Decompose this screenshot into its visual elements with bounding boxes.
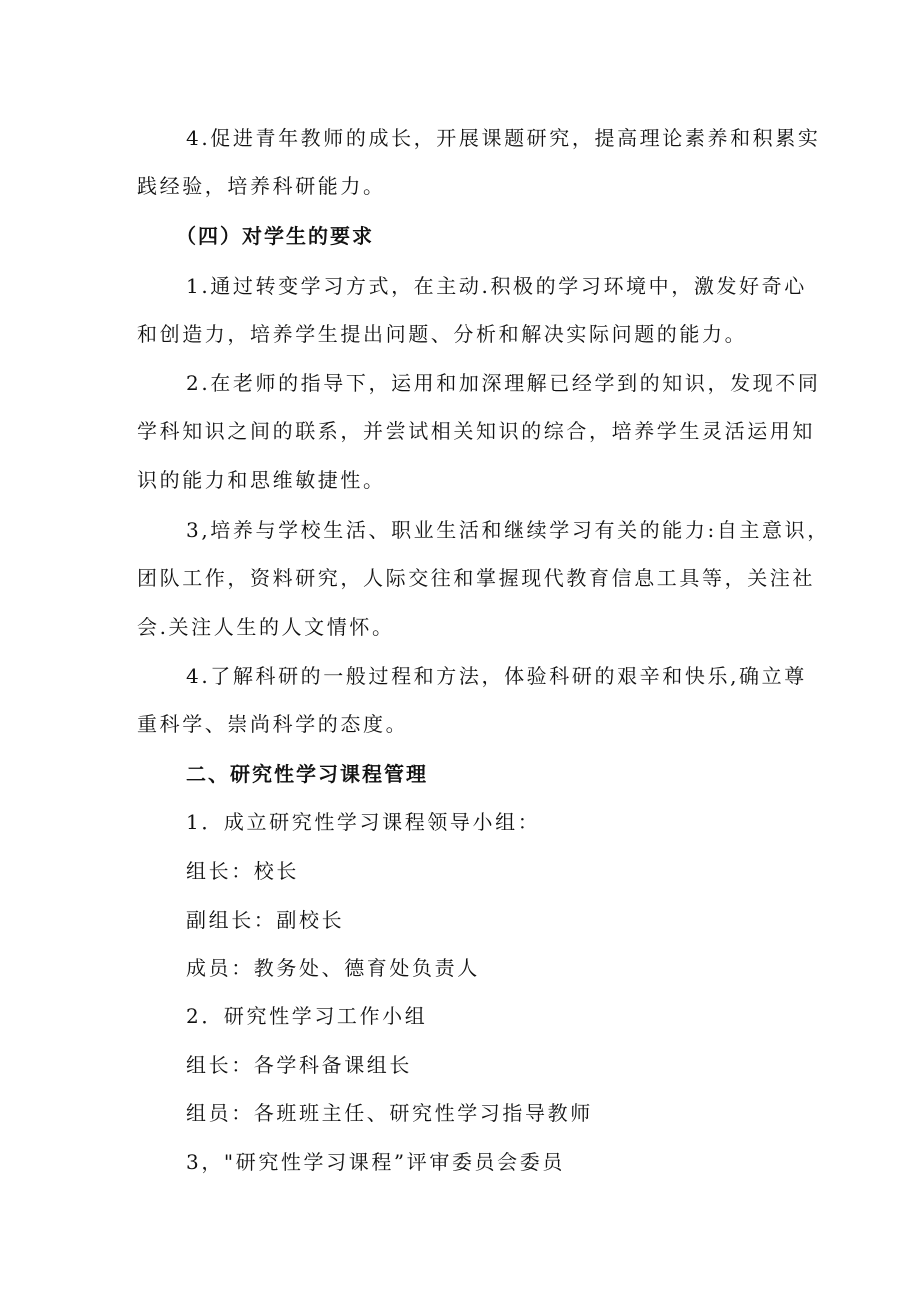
paragraph-3-line-2: 团队工作，资料研究，人际交往和掌握现代教育信息工具等，关注社 [137, 566, 815, 590]
paragraph-teacher-growth-line-1: 4.促进青年教师的成长，开展课题研究，提高理论素养和积累实 [186, 126, 821, 150]
list-item-members: 成员：教务处、德育处负责人 [186, 956, 480, 980]
paragraph-2-line-1: 2.在老师的指导下，运用和加深理解已经学到的知识，发现不同 [186, 371, 821, 395]
paragraph-1-line-2: 和创造力，培养学生提出问题、分析和解决实际问题的能力。 [137, 322, 748, 346]
list-item-work-group-members: 组员：各班班主任、研究性学习指导教师 [186, 1101, 593, 1125]
paragraph-2-line-3: 识的能力和思维敏捷性。 [137, 468, 386, 492]
list-item-review-committee: 3，"研究性学习课程”评审委员会委员 [186, 1150, 565, 1174]
paragraph-4-line-2: 重科学、崇尚科学的态度。 [137, 712, 409, 736]
paragraph-2-line-2: 学科知识之间的联系，并尝试相关知识的综合，培养学生灵活运用知 [137, 419, 815, 443]
paragraph-teacher-growth-line-2: 践经验，培养科研能力。 [137, 174, 386, 198]
list-item-group-leader: 组长：校长 [186, 859, 299, 883]
paragraph-3-line-3: 会.关注人生的人文情怀。 [137, 615, 395, 639]
section-heading-student-requirements: （四）对学生的要求 [176, 224, 374, 248]
section-heading-course-management: 二、研究性学习课程管理 [186, 762, 428, 786]
list-item-work-group: 2．研究性学习工作小组 [186, 1004, 428, 1028]
list-item-deputy-leader: 副组长：副校长 [186, 908, 345, 932]
paragraph-4-line-1: 4.了解科研的一般过程和方法，体验科研的艰辛和快乐,确立尊 [186, 664, 807, 688]
paragraph-1-line-1: 1.通过转变学习方式，在主动.积极的学习环境中，激发好奇心 [186, 274, 807, 298]
list-item-leadership-group: 1．成立研究性学习课程领导小组： [186, 810, 541, 834]
paragraph-3-line-1: 3,培养与学校生活、职业生活和继续学习有关的能力:自主意识， [186, 518, 830, 542]
list-item-work-group-leader: 组长：各学科备课组长 [186, 1053, 412, 1077]
